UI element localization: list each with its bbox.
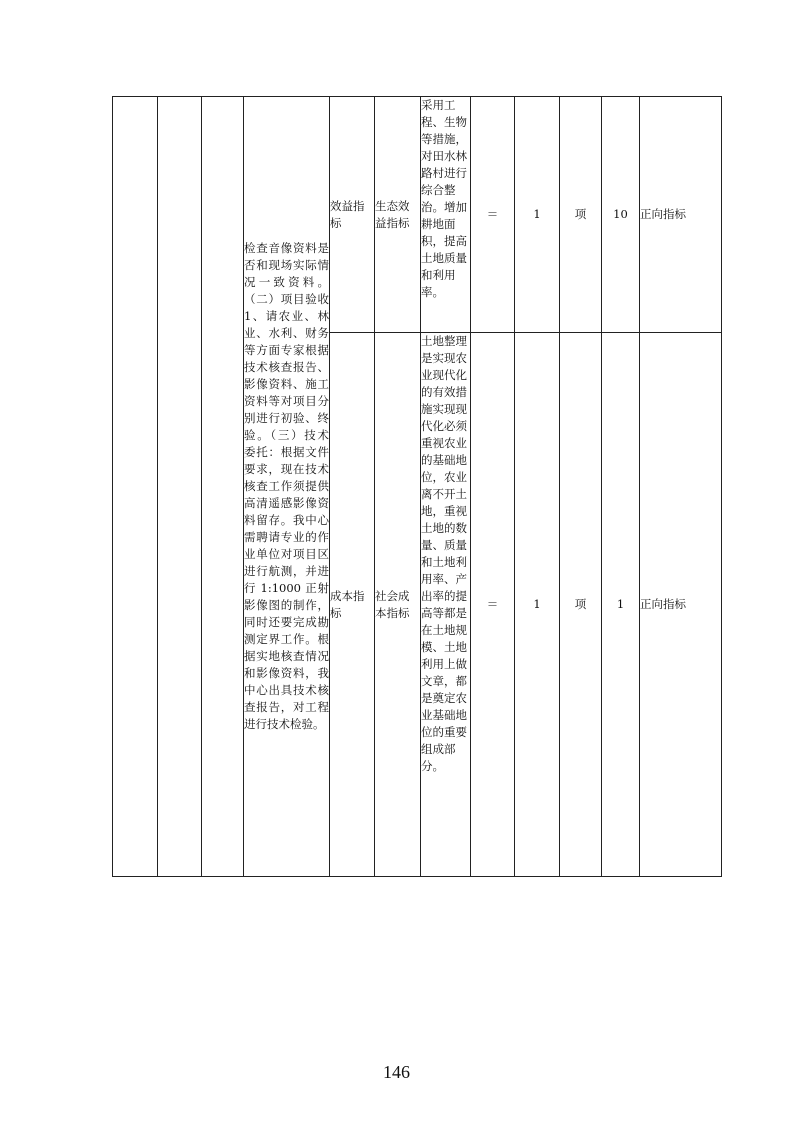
unit: 项 — [560, 97, 602, 333]
indicator-content: 土地整理是实现农业现代化的有效措施实现现代化必须重视农业的基础地位，农业离不开土地，重视土地的数量、质量和土地利用率、产出率的提高等都是在土地规模、土地利用上做文章，都是奠定农业基础地位的重要组成部分。 — [421, 333, 471, 877]
blank-cell — [202, 97, 244, 877]
direction: 正向指标 — [640, 333, 722, 877]
level2-indicator: 生态效益指标 — [375, 97, 421, 333]
weight: 1 — [602, 333, 640, 877]
table-row — [113, 97, 722, 333]
weight: 10 — [602, 97, 640, 333]
operator: ＝ — [471, 97, 515, 333]
indicator-content: 采用工程、生物等措施，对田水林路村进行综合整治。增加耕地面积，提高土地质量和利用率。 — [421, 97, 471, 333]
level1-indicator: 成本指标 — [330, 333, 375, 877]
target-value: 1 — [515, 97, 560, 333]
blank-cell — [113, 97, 158, 877]
performance-indicator-table — [112, 96, 722, 877]
operator: ＝ — [471, 333, 515, 877]
target-value: 1 — [515, 333, 560, 877]
blank-cell — [158, 97, 202, 877]
implementation-description: 检查音像资料是否和现场实际情况一致资料。（二）项目验收 1、请农业、林业、水利、财务等方面专家根据技术核查报告、影像资料、施工资料等对项目分别进行初验、终验。（三）技术委托：根据文件要求，现在技术核查工作须提供高清遥感影像资料留存。我中心需聘请专业的作业单位对项目区进行航测，并进行 1:1000 正射影像图的制作，同时还要完成勘测定界工作。根据实地核查情况和影像资料，我中心出具技术核查报告，对工程进行技术检验。 — [244, 97, 330, 877]
page-number: 146 — [383, 1062, 410, 1082]
unit: 项 — [560, 333, 602, 877]
level1-indicator: 效益指标 — [330, 97, 375, 333]
direction: 正向指标 — [640, 97, 722, 333]
level2-indicator: 社会成本指标 — [375, 333, 421, 877]
